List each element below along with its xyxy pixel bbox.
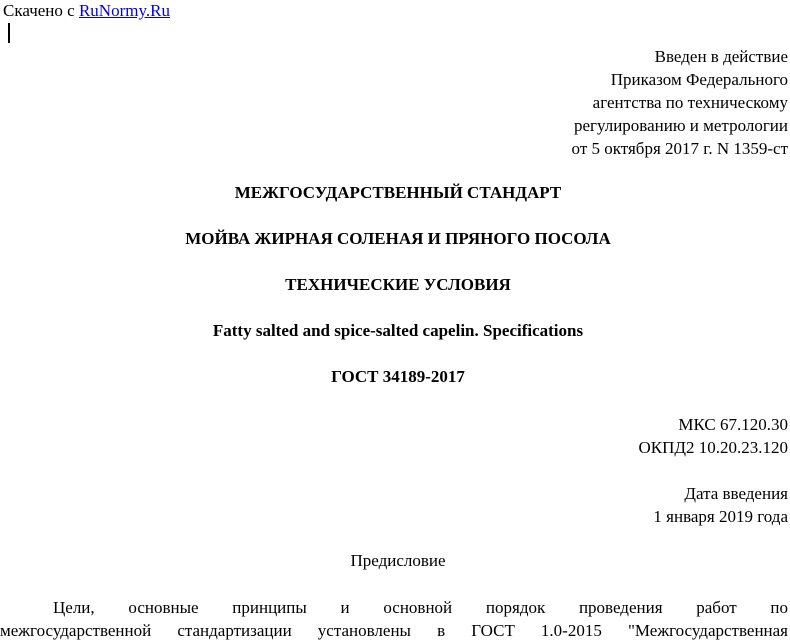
okpd-code: ОКПД2 10.20.23.120 [638,438,788,457]
gost-number: ГОСТ 34189-2017 [331,367,465,386]
source-prefix: Скачено с [3,1,79,20]
document-subtitle: ТЕХНИЧЕСКИЕ УСЛОВИЯ [285,275,511,294]
intro-line: агентства по техническому [592,93,788,112]
mks-code: МКС 67.120.30 [678,415,788,434]
effective-date-value: 1 января 2019 года [653,507,788,526]
intro-line: Введен в действие [654,47,788,66]
standard-type-heading: МЕЖГОСУДАРСТВЕННЫЙ СТАНДАРТ [234,183,562,202]
source-line [3,1,170,21]
paragraph-line: межгосударственной стандартизации установлены в ГОСТ 1.0-2015 "Межгосударственная [0,621,788,640]
intro-block [572,45,788,160]
document-title: МОЙВА ЖИРНАЯ СОЛЕНАЯ И ПРЯНОГО ПОСОЛА [185,229,611,248]
classification-codes [639,413,789,459]
english-title: Fatty salted and spice-salted capelin. Specifications [212,321,584,340]
intro-line: Приказом Федерального [610,70,788,89]
intro-line: от 5 октября 2017 г. N 1359-ст [571,139,788,158]
intro-line: регулированию и метрологии [573,116,788,135]
text-cursor [8,23,10,43]
effective-date-label: Дата введения [684,484,788,503]
paragraph-line: Цели, основные принципы и основной порядок проведения работ по [53,598,788,617]
foreword-heading: Предисловие [350,551,446,570]
foreword-paragraph [0,596,788,642]
source-link[interactable]: RuNormy.Ru [78,1,170,20]
effective-date-block [653,482,788,528]
